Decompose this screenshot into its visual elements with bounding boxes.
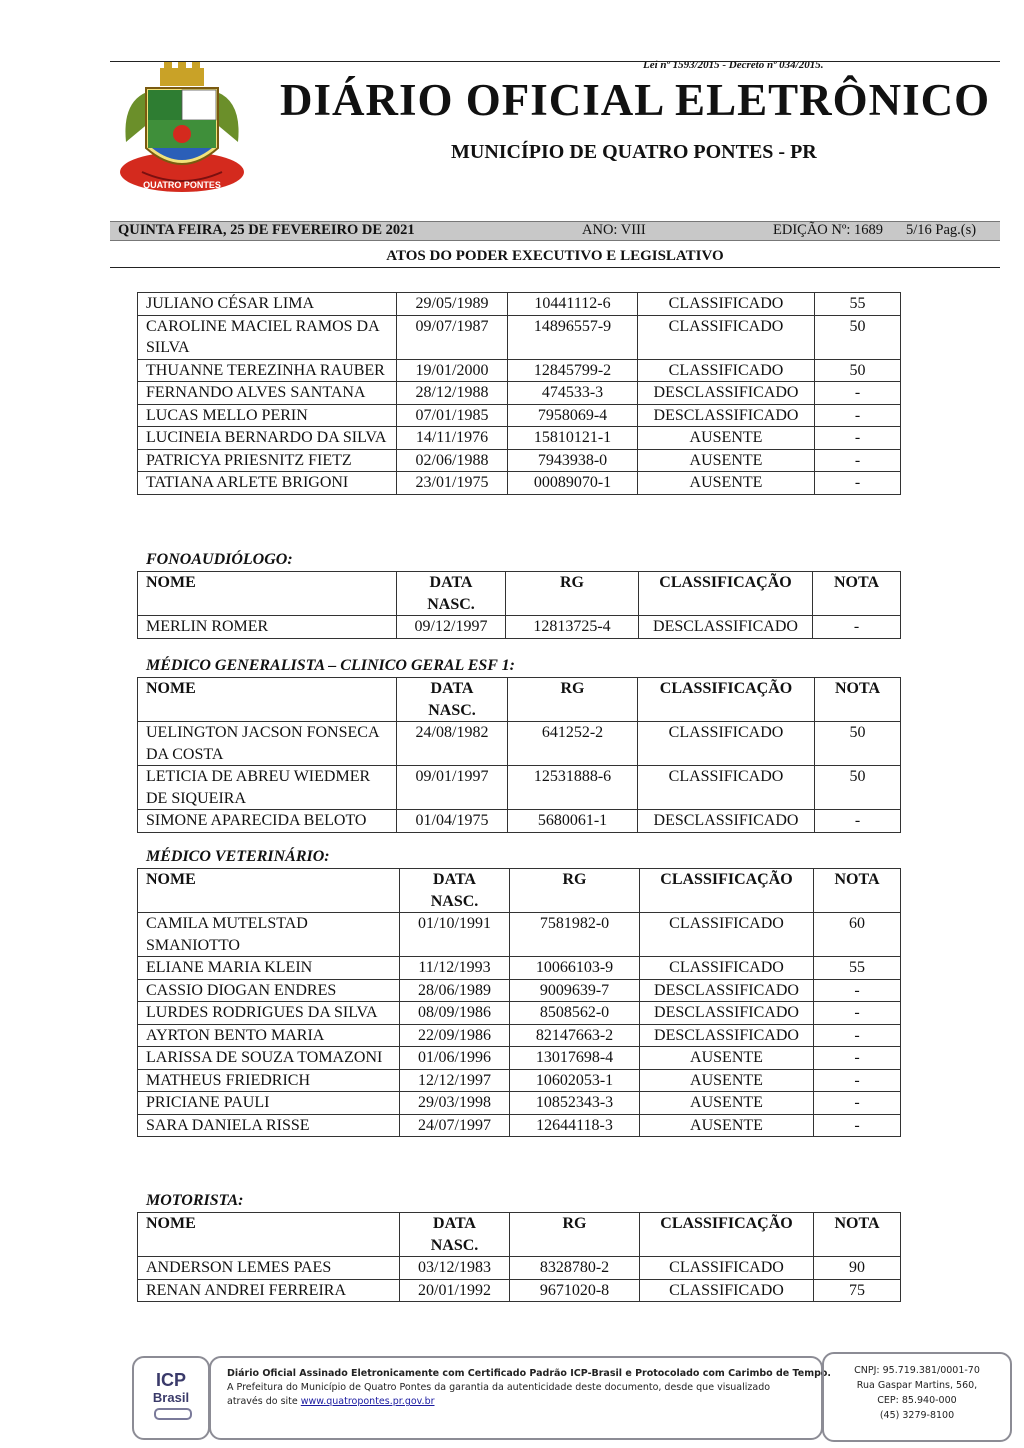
page-title: DIÁRIO OFICIAL ELETRÔNICO	[280, 75, 991, 125]
rg-number: 12644118-3	[510, 1114, 640, 1137]
grade: -	[815, 472, 901, 495]
grade: 50	[815, 722, 901, 766]
grade: 50	[815, 315, 901, 359]
table-row	[138, 766, 901, 810]
rg-number: 12813725-4	[506, 616, 639, 639]
birth-date: 02/06/1988	[397, 449, 508, 472]
section-heading-fonoaudiologo: FONOAUDIÓLOGO:	[146, 551, 293, 568]
section-heading-medico-generalista: MÉDICO GENERALISTA – CLINICO GERAL ESF 1:	[146, 657, 515, 674]
candidate-name: RENAN ANDREI FERREIRA	[138, 1279, 400, 1302]
birth-date: 24/07/1997	[400, 1114, 510, 1137]
birth-date: 28/06/1989	[400, 979, 510, 1002]
icp-brasil-logo: ICP Brasil	[152, 1370, 190, 1405]
authenticity-statement-cont: através do site www.quatropontes.pr.gov.br	[227, 1396, 435, 1407]
table-row	[138, 1024, 901, 1047]
postal-code: CEP: 85.940-000	[877, 1395, 957, 1406]
rg-number: 9671020-8	[510, 1279, 640, 1302]
candidate-name: SIMONE APARECIDA BELOTO	[138, 810, 397, 833]
rg-number: 7581982-0	[510, 913, 640, 957]
results-table-fonoaudiologo	[137, 571, 901, 639]
grade: -	[814, 1047, 901, 1070]
grade: -	[814, 1092, 901, 1115]
birth-date: 28/12/1988	[397, 382, 508, 405]
candidate-name: CAMILA MUTELSTAD SMANIOTTO	[138, 913, 400, 957]
column-header-grade: NOTA	[814, 869, 901, 913]
issue-year: ANO: VIII	[582, 222, 646, 238]
birth-date: 01/10/1991	[400, 913, 510, 957]
column-header-name: NOME	[138, 1213, 400, 1257]
legal-reference: Lei nº 1593/2015 - Decreto nº 034/2015.	[643, 59, 824, 71]
grade: 75	[814, 1279, 901, 1302]
classification-status: DESCLASSIFICADO	[638, 382, 815, 405]
classification-status: AUSENTE	[638, 449, 815, 472]
candidate-name: ANDERSON LEMES PAES	[138, 1257, 400, 1280]
table-row	[138, 404, 901, 427]
birth-date: 01/04/1975	[397, 810, 508, 833]
candidate-name: JULIANO CÉSAR LIMA	[138, 293, 397, 316]
classification-status: AUSENTE	[640, 1114, 814, 1137]
table-row	[138, 957, 901, 980]
column-header-dob: DATA NASC.	[400, 869, 510, 913]
table-row	[138, 810, 901, 833]
candidate-name: THUANNE TEREZINHA RAUBER	[138, 359, 397, 382]
rg-number: 7943938-0	[508, 449, 638, 472]
column-header-dob: DATA NASC.	[397, 678, 508, 722]
rg-number: 13017698-4	[510, 1047, 640, 1070]
classification-status: CLASSIFICADO	[640, 957, 814, 980]
table-row	[138, 1047, 901, 1070]
table-row	[138, 449, 901, 472]
classification-status: DESCLASSIFICADO	[640, 1002, 814, 1025]
table-row	[138, 1257, 901, 1280]
page-subtitle: MUNICÍPIO DE QUATRO PONTES - PR	[451, 141, 817, 163]
classification-status: DESCLASSIFICADO	[638, 404, 815, 427]
birth-date: 11/12/1993	[400, 957, 510, 980]
table-row	[138, 1279, 901, 1302]
classification-status: CLASSIFICADO	[638, 359, 815, 382]
column-header-classification: CLASSIFICAÇÃO	[638, 678, 815, 722]
certification-statement: Diário Oficial Assinado Eletronicamente com Certificado Padrão ICP-Brasil e Protocolado com Carimbo de Tempo.	[227, 1368, 832, 1379]
birth-date: 24/08/1982	[397, 722, 508, 766]
grade: -	[814, 1024, 901, 1047]
birth-date: 09/01/1997	[397, 766, 508, 810]
table-row	[138, 1114, 901, 1137]
grade: -	[814, 979, 901, 1002]
candidate-name: AYRTON BENTO MARIA	[138, 1024, 400, 1047]
table-row	[138, 315, 901, 359]
classification-status: DESCLASSIFICADO	[640, 979, 814, 1002]
column-header-rg: RG	[510, 1213, 640, 1257]
birth-date: 23/01/1975	[397, 472, 508, 495]
cnpj: CNPJ: 95.719.381/0001-70	[854, 1365, 980, 1376]
classification-status: CLASSIFICADO	[638, 315, 815, 359]
candidate-name: LURDES RODRIGUES DA SILVA	[138, 1002, 400, 1025]
rg-number: 8508562-0	[510, 1002, 640, 1025]
birth-date: 29/05/1989	[397, 293, 508, 316]
candidate-name: CAROLINE MACIEL RAMOS DA SILVA	[138, 315, 397, 359]
issue-date: QUINTA FEIRA, 25 DE FEVEREIRO DE 2021	[118, 222, 415, 238]
table-header-row	[138, 869, 901, 913]
column-header-grade: NOTA	[815, 678, 901, 722]
classification-status: AUSENTE	[640, 1069, 814, 1092]
authenticity-statement: A Prefeitura do Município de Quatro Pontes da garantia da autenticidade deste documento, desde que visualizado	[227, 1382, 771, 1393]
website-link[interactable]: www.quatropontes.pr.gov.br	[300, 1396, 435, 1407]
classification-status: AUSENTE	[638, 472, 815, 495]
candidate-name: ELIANE MARIA KLEIN	[138, 957, 400, 980]
rg-number: 5680061-1	[508, 810, 638, 833]
table-row	[138, 1092, 901, 1115]
grade: -	[815, 810, 901, 833]
table-header-row	[138, 572, 901, 616]
street-address: Rua Gaspar Martins, 560,	[856, 1380, 978, 1391]
candidate-name: PRICIANE PAULI	[138, 1092, 400, 1115]
edition-number: EDIÇÃO Nº: 1689	[773, 222, 884, 238]
candidate-name: LETICIA DE ABREU WIEDMER DE SIQUEIRA	[138, 766, 397, 810]
candidate-name: SARA DANIELA RISSE	[138, 1114, 400, 1137]
candidate-name: TATIANA ARLETE BRIGONI	[138, 472, 397, 495]
rg-number: 8328780-2	[510, 1257, 640, 1280]
rg-number: 7958069-4	[508, 404, 638, 427]
column-header-name: NOME	[138, 572, 397, 616]
grade: -	[815, 427, 901, 450]
column-header-grade: NOTA	[814, 1213, 901, 1257]
birth-date: 14/11/1976	[397, 427, 508, 450]
candidate-name: LUCINEIA BERNARDO DA SILVA	[138, 427, 397, 450]
birth-date: 22/09/1986	[400, 1024, 510, 1047]
column-header-rg: RG	[510, 869, 640, 913]
grade: -	[815, 404, 901, 427]
grade: -	[813, 616, 901, 639]
column-header-name: NOME	[138, 678, 397, 722]
rg-number: 15810121-1	[508, 427, 638, 450]
birth-date: 08/09/1986	[400, 1002, 510, 1025]
table-row	[138, 1069, 901, 1092]
classification-status: DESCLASSIFICADO	[640, 1024, 814, 1047]
classification-status: AUSENTE	[640, 1047, 814, 1070]
grade: -	[814, 1002, 901, 1025]
crest-lettering: QUATRO PONTES	[143, 180, 221, 190]
table-row	[138, 913, 901, 957]
grade: -	[815, 449, 901, 472]
column-header-classification: CLASSIFICAÇÃO	[639, 572, 813, 616]
phone-number: (45) 3279-8100	[879, 1410, 955, 1421]
table-row	[138, 293, 901, 316]
grade: -	[814, 1069, 901, 1092]
contact-box	[822, 1352, 1012, 1442]
column-header-dob: DATA NASC.	[397, 572, 506, 616]
classification-status: DESCLASSIFICADO	[638, 810, 815, 833]
rg-number: 12845799-2	[508, 359, 638, 382]
candidate-name: CASSIO DIOGAN ENDRES	[138, 979, 400, 1002]
rg-number: 10066103-9	[510, 957, 640, 980]
grade: 55	[815, 293, 901, 316]
date-band	[110, 221, 1000, 241]
classification-status: AUSENTE	[638, 427, 815, 450]
rg-number: 10602053-1	[510, 1069, 640, 1092]
rg-number: 10441112-6	[508, 293, 638, 316]
column-header-classification: CLASSIFICAÇÃO	[640, 869, 814, 913]
classification-status: DESCLASSIFICADO	[639, 616, 813, 639]
grade: 50	[815, 766, 901, 810]
table-header-row	[138, 1213, 901, 1257]
grade: 55	[814, 957, 901, 980]
candidate-name: MERLIN ROMER	[138, 616, 397, 639]
table-header-row	[138, 678, 901, 722]
grade: 90	[814, 1257, 901, 1280]
birth-date: 20/01/1992	[400, 1279, 510, 1302]
section-heading-motorista: MOTORISTA:	[146, 1192, 244, 1209]
grade: -	[815, 382, 901, 405]
icp-brasil-logo-box	[132, 1356, 210, 1440]
grade: 50	[815, 359, 901, 382]
candidate-name: LUCAS MELLO PERIN	[138, 404, 397, 427]
classification-status: CLASSIFICADO	[640, 913, 814, 957]
rg-number: 14896557-9	[508, 315, 638, 359]
classification-status: CLASSIFICADO	[638, 722, 815, 766]
results-table-medico-veterinario	[137, 868, 901, 1137]
birth-date: 12/12/1997	[400, 1069, 510, 1092]
table-row	[138, 382, 901, 405]
birth-date: 19/01/2000	[397, 359, 508, 382]
classification-status: CLASSIFICADO	[638, 293, 815, 316]
section-heading-medico-veterinario: MÉDICO VETERINÁRIO:	[146, 848, 330, 865]
table-row	[138, 427, 901, 450]
table-row	[138, 472, 901, 495]
birth-date: 09/07/1987	[397, 315, 508, 359]
column-header-name: NOME	[138, 869, 400, 913]
classification-status: CLASSIFICADO	[640, 1257, 814, 1280]
municipal-crest-logo	[112, 62, 252, 200]
results-table-motorista	[137, 1212, 901, 1302]
candidate-name: MATHEUS FRIEDRICH	[138, 1069, 400, 1092]
birth-date: 07/01/1985	[397, 404, 508, 427]
candidate-name: LARISSA DE SOUZA TOMAZONI	[138, 1047, 400, 1070]
table-row	[138, 979, 901, 1002]
column-header-rg: RG	[508, 678, 638, 722]
key-icon	[154, 1408, 192, 1420]
candidate-name: UELINGTON JACSON FONSECA DA COSTA	[138, 722, 397, 766]
table-row	[138, 359, 901, 382]
candidate-name: PATRICYA PRIESNITZ FIETZ	[138, 449, 397, 472]
birth-date: 01/06/1996	[400, 1047, 510, 1070]
section-title: ATOS DO PODER EXECUTIVO E LEGISLATIVO	[110, 243, 1000, 268]
classification-status: AUSENTE	[640, 1092, 814, 1115]
birth-date: 29/03/1998	[400, 1092, 510, 1115]
rg-number: 12531888-6	[508, 766, 638, 810]
rg-number: 10852343-3	[510, 1092, 640, 1115]
page-indicator: 5/16 Pag.(s)	[906, 222, 977, 238]
table-row	[138, 1002, 901, 1025]
column-header-classification: CLASSIFICAÇÃO	[640, 1213, 814, 1257]
rg-number: 9009639-7	[510, 979, 640, 1002]
column-header-rg: RG	[506, 572, 639, 616]
grade: 60	[814, 913, 901, 957]
birth-date: 09/12/1997	[397, 616, 506, 639]
table-row	[138, 616, 901, 639]
rg-number: 641252-2	[508, 722, 638, 766]
classification-status: CLASSIFICADO	[640, 1279, 814, 1302]
birth-date: 03/12/1983	[400, 1257, 510, 1280]
grade: -	[814, 1114, 901, 1137]
classification-status: CLASSIFICADO	[638, 766, 815, 810]
column-header-grade: NOTA	[813, 572, 901, 616]
results-table-medico-generalista	[137, 677, 901, 833]
candidate-name: FERNANDO ALVES SANTANA	[138, 382, 397, 405]
column-header-dob: DATA NASC.	[400, 1213, 510, 1257]
results-table-continued	[137, 292, 901, 495]
table-row	[138, 722, 901, 766]
rg-number: 474533-3	[508, 382, 638, 405]
rg-number: 00089070-1	[508, 472, 638, 495]
rg-number: 82147663-2	[510, 1024, 640, 1047]
